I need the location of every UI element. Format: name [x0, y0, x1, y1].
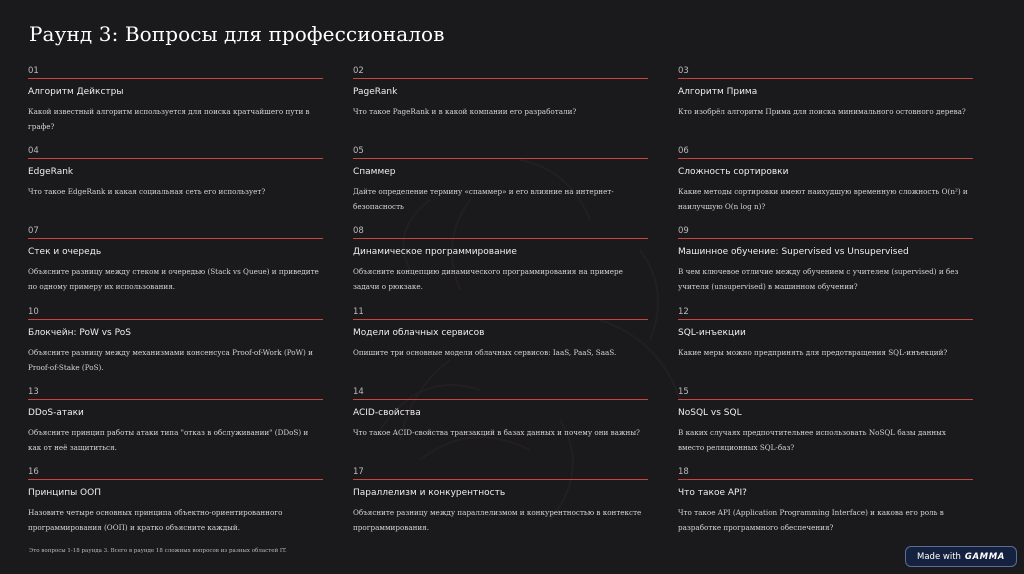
- question-heading: Машинное обучение: Supervised vs Unsupervised: [678, 247, 909, 257]
- question-number: 16: [28, 467, 39, 477]
- divider: [28, 238, 323, 239]
- question-text: Дайте определение термину «спаммер» и его влияние на интернет-безопасность: [353, 187, 614, 211]
- question-number: 15: [678, 387, 689, 397]
- question-number: 12: [678, 307, 689, 317]
- question-heading: DDoS-атаки: [28, 408, 84, 418]
- question-card: [353, 146, 648, 214]
- question-number: 09: [678, 226, 689, 236]
- question-text: Опишите три основные модели облачных сервисов: IaaS, PaaS, SaaS.: [353, 348, 617, 357]
- question-card: [678, 387, 973, 455]
- question-heading: EdgeRank: [28, 167, 74, 177]
- divider: [678, 479, 973, 480]
- question-number: 02: [353, 66, 364, 76]
- divider: [678, 399, 973, 400]
- question-heading: Параллелизм и конкурентность: [353, 488, 506, 498]
- question-text: Объясните концепцию динамического программирования на примере задачи о рюкзаке.: [353, 267, 623, 291]
- question-card: [678, 307, 973, 360]
- question-card: [678, 226, 973, 294]
- made-with-gamma-badge[interactable]: [905, 546, 1017, 567]
- question-heading: Модели облачных сервисов: [353, 328, 485, 338]
- question-text: Объясните разницу между стеком и очередью (Stack vs Queue) и приведите по одному примеру их использования.: [28, 267, 319, 291]
- question-text: Какие методы сортировки имеют наихудшую временную сложность O(n²) и наилучшую O(n log n)?: [678, 187, 968, 211]
- divider: [353, 238, 648, 239]
- question-number: 13: [28, 387, 39, 397]
- question-card: [353, 66, 648, 119]
- question-card: [353, 387, 648, 440]
- question-number: 18: [678, 467, 689, 477]
- question-heading: Стек и очередь: [28, 247, 102, 257]
- question-heading: PageRank: [353, 87, 398, 97]
- question-number: 08: [353, 226, 364, 236]
- divider: [353, 158, 648, 159]
- question-heading: Динамическое программирование: [353, 247, 517, 257]
- question-text: В каких случаях предпочтительнее использовать NoSQL базы данных вместо реляционных SQL-баз?: [678, 428, 946, 452]
- question-heading: Блокчейн: PoW vs PoS: [28, 328, 131, 338]
- question-text: Что такое API (Application Programming Interface) и какова его роль в разработке программного обеспечения?: [678, 508, 944, 532]
- badge-brand: GAMMA: [964, 551, 1005, 562]
- divider: [353, 319, 648, 320]
- question-text: Кто изобрёл алгоритм Прима для поиска минимального остовного дерева?: [678, 107, 966, 116]
- question-card: [353, 467, 648, 535]
- question-heading: Что такое API?: [678, 488, 747, 498]
- question-text: Что такое ACID-свойства транзакций в базах данных и почему они важны?: [353, 428, 640, 437]
- question-text: Объясните разницу между механизмами консенсуса Proof-of-Work (PoW) и Proof-of-Stake (PoS).: [28, 348, 313, 372]
- question-heading: Сложность сортировки: [678, 167, 789, 177]
- question-text: Какой известный алгоритм используется для поиска кратчайшего пути в графе?: [28, 107, 310, 131]
- question-number: 10: [28, 307, 39, 317]
- question-card: [28, 226, 323, 294]
- page-title: Раунд 3: Вопросы для профессионалов: [29, 22, 445, 46]
- question-card: [678, 467, 973, 535]
- question-number: 04: [28, 146, 39, 156]
- question-card: [353, 226, 648, 294]
- question-text: Что такое EdgeRank и какая социальная сеть его использует?: [28, 187, 266, 196]
- question-card: [28, 66, 323, 134]
- divider: [28, 78, 323, 79]
- divider: [678, 238, 973, 239]
- question-card: [678, 146, 973, 214]
- question-number: 01: [28, 66, 39, 76]
- question-heading: ACID-свойства: [353, 408, 421, 418]
- question-card: [678, 66, 973, 119]
- question-text: Объясните разницу между параллелизмом и конкурентностью в контексте программирования.: [353, 508, 642, 532]
- question-card: [28, 387, 323, 455]
- question-heading: NoSQL vs SQL: [678, 408, 742, 418]
- divider: [353, 78, 648, 79]
- divider: [28, 158, 323, 159]
- question-number: 11: [353, 307, 364, 317]
- question-number: 06: [678, 146, 689, 156]
- question-number: 17: [353, 467, 364, 477]
- question-number: 05: [353, 146, 364, 156]
- divider: [678, 78, 973, 79]
- divider: [28, 399, 323, 400]
- question-text: Что такое PageRank и в какой компании его разработали?: [353, 107, 577, 116]
- question-text: Назовите четыре основных принципа объектно-ориентированного программирования (ООП) и кратко объясните каждый.: [28, 508, 283, 532]
- divider: [678, 319, 973, 320]
- question-number: 07: [28, 226, 39, 236]
- question-heading: Спаммер: [353, 167, 396, 177]
- divider: [678, 158, 973, 159]
- question-card: [28, 146, 323, 199]
- question-heading: SQL-инъекции: [678, 328, 746, 338]
- question-card: [28, 307, 323, 375]
- question-number: 03: [678, 66, 689, 76]
- divider: [28, 479, 323, 480]
- question-heading: Алгоритм Дейкстры: [28, 87, 124, 97]
- question-heading: Алгоритм Прима: [678, 87, 758, 97]
- divider: [28, 319, 323, 320]
- question-text: Объясните принцип работы атаки типа "отказ в обслуживании" (DDoS) и как от неё защититься.: [28, 428, 309, 452]
- divider: [353, 479, 648, 480]
- question-card: [28, 467, 323, 535]
- divider: [353, 399, 648, 400]
- question-text: В чем ключевое отличие между обучением с учителем (supervised) и без учителя (unsupervised) в машинном обучении?: [678, 267, 959, 291]
- question-text: Какие меры можно предпринять для предотвращения SQL-инъекций?: [678, 348, 948, 357]
- question-heading: Принципы ООП: [28, 488, 101, 498]
- badge-prefix: Made with: [917, 551, 961, 562]
- question-number: 14: [353, 387, 364, 397]
- question-card: [353, 307, 648, 360]
- footnote: Это вопросы 1-18 раунда 3. Всего в раунде 18 сложных вопросов из разных областей IT.: [29, 548, 287, 554]
